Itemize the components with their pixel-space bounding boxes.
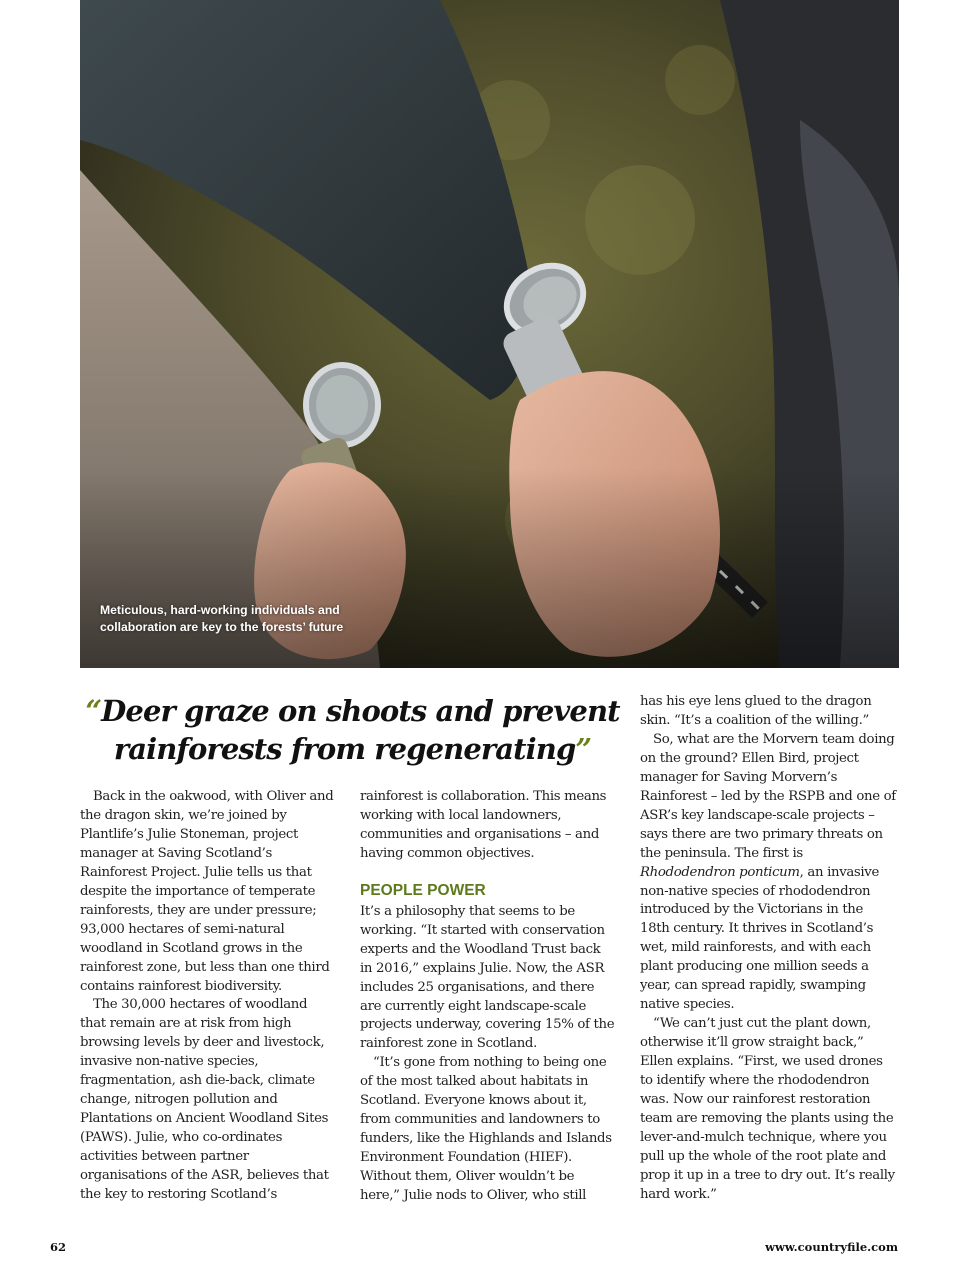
- pull-quote-open-mark: “: [85, 694, 102, 728]
- species-name: Rhododendron ponticum: [640, 864, 800, 880]
- article-column-3: [640, 693, 896, 1205]
- page-number: 62: [50, 1240, 67, 1254]
- pull-quote: [80, 692, 625, 768]
- footer-url: www.countryfile.com: [765, 1240, 898, 1254]
- pull-quote-close-mark: ”: [575, 732, 592, 766]
- photo-illustration: [80, 0, 899, 668]
- paragraph: has his eye lens glued to the dragon skin. “It’s a coalition of the willing.”: [640, 694, 872, 728]
- pull-quote-text: Deer graze on shoots and prevent rainforests from regenerating: [101, 694, 620, 766]
- paragraph: [640, 731, 896, 1015]
- paragraph: Back in the oakwood, with Oliver and the dragon skin, we’re joined by Plantlife’s Julie Stoneman, project manager at Saving Scotland’s Rainforest Project. Julie tells us that despite the importance of temperate rainforests, they are under pressure; 93,000 hectares of semi-natural woodland in Scotland grows in the rainforest zone, but less than one third contains rainforest biodiversity.: [80, 789, 334, 994]
- article-column-2: [360, 788, 616, 1206]
- paragraph: rainforest is collaboration. This means working with local landowners, communities and organisations – and having common objectives.: [360, 789, 607, 861]
- paragraph-text: , an invasive non-native species of rhododendron introduced by the Victorians in the 18th century. It thrives in Scotland’s wet, mild rainforests, and with each plant producing one million seeds a year, can spread rapidly, swamping native species.: [640, 864, 879, 1013]
- paragraph: “We can’t just cut the plant down, otherwise it’ll grow straight back,” Ellen explains. “First, we used drones to identify where the rhododendron was. Now our rainforest restoration team are removing the plants using the lever-and-mulch technique, where you pull up the whole of the root plate and prop it up in a tree to dry out. It’s really hard work.”: [640, 1016, 895, 1202]
- paragraph: It’s a philosophy that seems to be working. “It started with conservation experts and the Woodland Trust back in 2016,” explains Julie. Now, the ASR includes 25 organisations, and there are currently eight landscape-scale projects underway, covering 15% of the rainforest zone in Scotland.: [360, 903, 615, 1052]
- photo-caption: Meticulous, hard-working individuals and collaboration are key to the forests’ future: [100, 603, 344, 634]
- hero-photo: [80, 0, 899, 668]
- section-subheading: PEOPLE POWER: [360, 881, 486, 899]
- paragraph-text: So, what are the Morvern team doing on the ground? Ellen Bird, project manager for Saving Morvern’s Rainforest – led by the RSPB and one of ASR’s key landscape-scale projects – says there are two primary threats on the peninsula. The first is: [640, 731, 896, 861]
- paragraph: “It’s gone from nothing to being one of the most talked about habitats in Scotland. Everyone knows about it, from communities and landowners to funders, like the Highlands and Islands Environment Foundation (HIEF). Without them, Oliver wouldn’t be here,” Julie nods to Oliver, who still: [360, 1055, 612, 1204]
- article-column-1: [80, 788, 336, 1205]
- paragraph: The 30,000 hectares of woodland that remain are at risk from high browsing levels by deer and livestock, invasive non-native species, fragmentation, ash die-back, climate change, nitrogen pollution and Plantations on Ancient Woodland Sites (PAWS). Julie, who co-ordinates activities between partner organisations of the ASR, believes that the key to restoring Scotland’s: [80, 997, 329, 1203]
